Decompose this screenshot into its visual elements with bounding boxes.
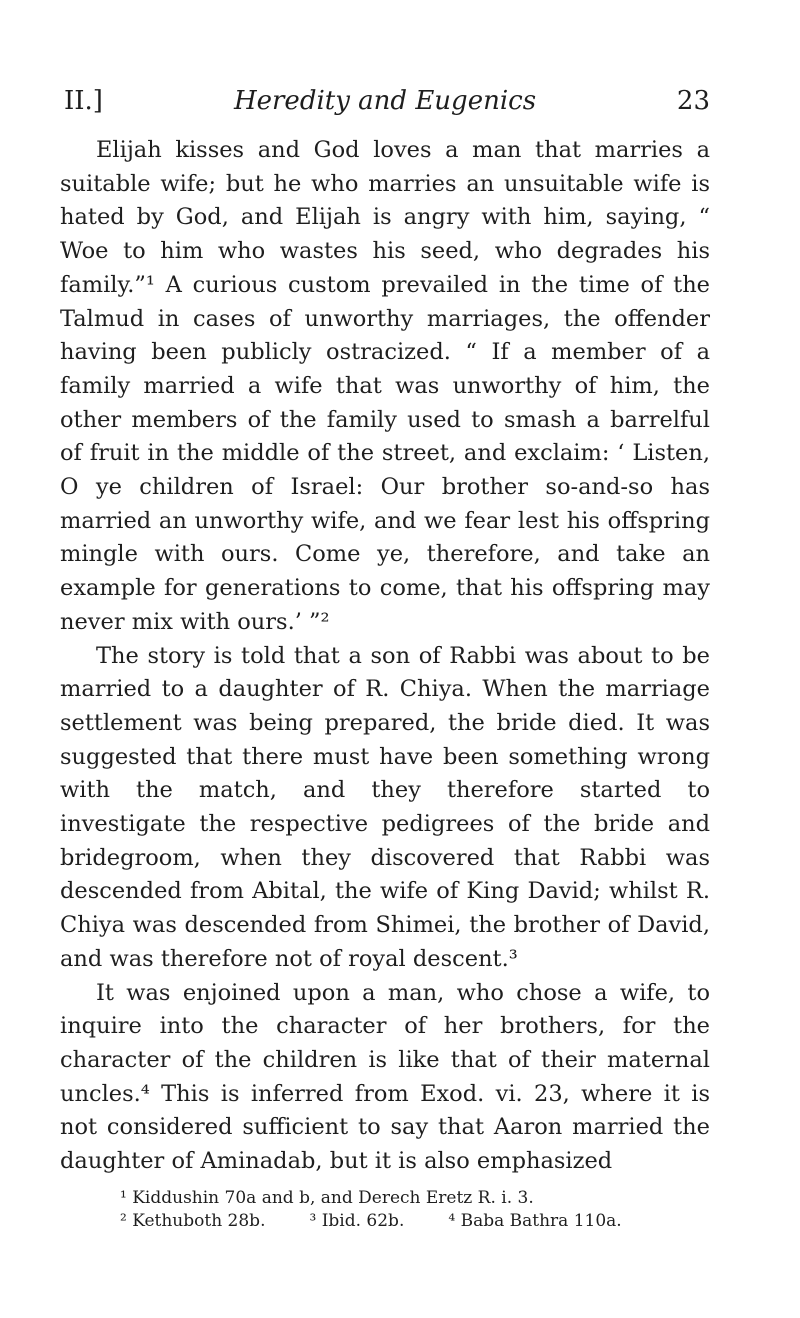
footnotes — [60, 1187, 710, 1233]
chapter-number: II.] — [64, 86, 103, 116]
page-number: 23 — [676, 86, 710, 116]
running-head — [60, 86, 710, 122]
body-text — [60, 134, 710, 1179]
footnote-row-2 — [60, 1210, 710, 1233]
running-title: Heredity and Eugenics — [233, 86, 537, 116]
footnote-3: ³ Ibid. 62b. — [309, 1210, 405, 1231]
footnote-1: ¹ Kiddushin 70a and b, and Derech Eretz R. i. 3. — [120, 1187, 534, 1208]
footnote-2: ² Kethuboth 28b. — [120, 1210, 266, 1231]
paragraph-2: The story is told that a son of Rabbi was about to be married to a daughter of R. Chiya. When the marriage settlement was being prepared, the bride died. It was suggested that there must have been something wrong with the match, and they therefore started to investigate the respective pedigrees of the bride and bridegroom, when they discovered that Rabbi was descended from Abital, the wife of King David; whilst R. Chiya was descended from Shimei, the brother of David, and was therefore not of royal descent.³ — [60, 642, 710, 972]
book-page — [60, 86, 710, 1233]
paragraph-3: It was enjoined upon a man, who chose a wife, to inquire into the character of her brothers, for the character of the children is like that of their maternal uncles.⁴ This is inferred from Exod. vi. 23, where it is not considered sufficient to say that Aaron married the daughter of Aminadab, but it is also emphasized — [60, 979, 710, 1175]
footnote-4: ⁴ Baba Bathra 110a. — [448, 1210, 622, 1231]
paragraph-1: Elijah kisses and God loves a man that marries a suitable wife; but he who marries an unsuitable wife is hated by God, and Elijah is angry with him, saying, “ Woe to him who wastes his seed, who degrades his family.”¹ A curious custom prevailed in the time of the Talmud in cases of unworthy marriages, the offender having been publicly ostracized. “ If a member of a family married a wife that was unworthy of him, the other members of the family used to smash a barrelful of fruit in the middle of the street, and exclaim: ‘ Listen, O ye children of Israel: Our brother so-and-so has married an unworthy wife, and we fear lest his offspring mingle with ours. Come ye, therefore, and take an example for generations to come, that his offspring may never mix with ours.’ ”² — [60, 137, 710, 635]
